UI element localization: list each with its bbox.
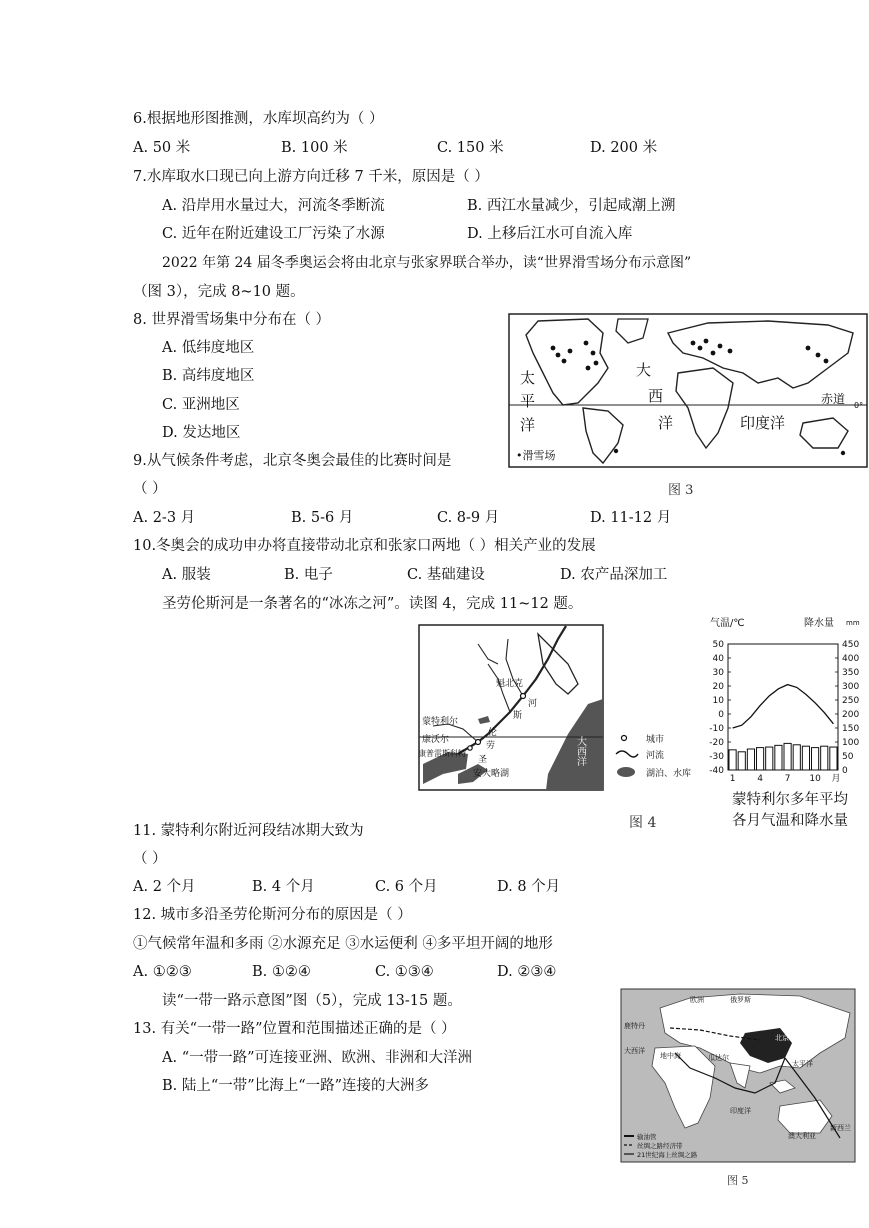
figure-4-climate-chart	[700, 612, 869, 832]
label-atlantic-2: 西	[648, 387, 664, 405]
label-new-zealand: 新西兰	[830, 1124, 851, 1132]
intro-8-10-line1: 2022 年第 24 届冬季奥运会将由北京与张家界联合举办，读“世界滑雪场分布示意图”	[162, 255, 692, 271]
month-tick-label: 7	[784, 774, 791, 784]
climate-precip-axis-label: 降水量	[804, 618, 834, 629]
label-pacific-3: 洋	[520, 416, 536, 434]
q13-stem: 13. 有关“一带一路”位置和范围描述正确的是（ ）	[133, 1021, 456, 1037]
label-quebec: 魁北克	[496, 679, 524, 689]
q10-option-d: D. 农产品深加工	[560, 567, 668, 583]
figure-5-caption: 图 5	[727, 1174, 749, 1187]
q9-paren: （ ）	[133, 481, 167, 497]
q6-option-b: B. 100 米	[281, 140, 348, 156]
q11-stem: 11. 蒙特利尔附近河段结冰期大致为	[133, 823, 364, 839]
q12-stem: 12. 城市多沿圣劳伦斯河分布的原因是（ ）	[133, 907, 412, 923]
precip-bar	[784, 743, 791, 770]
precip-tick-label: 0	[842, 766, 848, 776]
figure-3-world-ski-map	[508, 313, 868, 468]
q9-option-b: B. 5-6 月	[291, 510, 354, 526]
q12-option-c: C. ①③④	[375, 964, 434, 980]
figure-3-caption: 图 3	[668, 483, 694, 498]
label-si: 斯	[513, 711, 523, 721]
legend-ski-resort: •滑雪场	[516, 449, 556, 462]
q9-option-c: C. 8-9 月	[437, 510, 500, 526]
label-australia: 澳大利亚	[788, 1132, 816, 1140]
label-lun: 伦	[488, 728, 498, 738]
q6-option-a: A. 50 米	[133, 140, 191, 156]
month-tick-label: 1	[729, 774, 736, 784]
intro-13-15: 读“一带一路示意图”图（5），完成 13-15 题。	[162, 993, 462, 1009]
precip-bar	[821, 746, 828, 770]
legend-city: 城市	[646, 735, 665, 745]
precip-tick-label: 200	[842, 710, 860, 720]
precip-tick-label: 350	[842, 668, 860, 678]
legend-oil-pipeline: 输油管	[637, 1133, 657, 1141]
legend-lake: 湖泊、水库	[646, 769, 692, 779]
label-russia: 俄罗斯	[730, 996, 751, 1004]
precip-tick-label: 250	[842, 696, 860, 706]
precip-tick-label: 100	[842, 738, 860, 748]
label-pacific: 太平洋	[792, 1060, 813, 1068]
label-kingston: 康沃尔	[422, 735, 450, 745]
label-lao: 劳	[486, 741, 496, 751]
precip-tick-label: 450	[842, 640, 860, 650]
label-equator: 赤道	[821, 392, 846, 406]
precip-bar	[775, 745, 782, 770]
q11-option-c: C. 6 个月	[375, 879, 438, 895]
q9-option-d: D. 11-12 月	[590, 510, 672, 526]
q9-stem: 9.从气候条件考虑，北京冬奥会最佳的比赛时间是	[133, 453, 452, 469]
q10-option-c: C. 基础建设	[407, 567, 485, 583]
intro-11-12: 圣劳伦斯河是一条著名的“冰冻之河”。读图 4，完成 11~12 题。	[162, 596, 583, 612]
q12-option-b: B. ①②④	[252, 964, 311, 980]
q9-option-a: A. 2-3 月	[133, 510, 196, 526]
precip-bar	[738, 752, 745, 770]
temp-tick-label: 0	[718, 710, 724, 720]
precip-tick-label: 300	[842, 682, 860, 692]
label-indian-ocean: 印度洋	[740, 414, 786, 432]
legend-maritime-silk-road: 21世纪海上丝绸之路	[637, 1151, 698, 1159]
label-he: 河	[528, 699, 538, 709]
precip-bar	[747, 749, 754, 770]
precip-tick-label: 150	[842, 724, 860, 734]
label-sheng: 圣	[478, 755, 488, 765]
climate-title-line2: 各月气温和降水量	[732, 813, 848, 829]
temp-tick-label: 20	[712, 682, 724, 692]
month-tick-label: 4	[757, 774, 763, 784]
q12-option-d: D. ②③④	[497, 964, 557, 980]
q6-option-c: C. 150 米	[437, 140, 504, 156]
label-ontario: 安大略湖	[473, 769, 510, 779]
temp-tick-label: -10	[709, 724, 724, 734]
temp-tick-label: 30	[712, 668, 724, 678]
q11-option-a: A. 2 个月	[133, 879, 196, 895]
q8-option-c: C. 亚洲地区	[162, 397, 240, 413]
q7-option-d: D. 上移后江水可自流入库	[467, 226, 633, 242]
q11-option-d: D. 8 个月	[497, 879, 561, 895]
climate-mm-unit: mm	[846, 619, 860, 627]
figure-5-belt-road-map	[620, 988, 856, 1163]
precip-bar	[793, 745, 800, 770]
temp-tick-label: -40	[709, 766, 724, 776]
q8-option-d: D. 发达地区	[162, 425, 241, 441]
q10-option-a: A. 服装	[162, 567, 211, 583]
climate-title-line1: 蒙特利尔多年平均	[732, 792, 848, 808]
precip-bar	[766, 747, 773, 770]
temp-tick-label: 40	[712, 654, 724, 664]
q8-stem: 8. 世界滑雪场集中分布在（ ）	[133, 312, 331, 328]
q12-reasons: ①气候常年温和多雨 ②水源充足 ③水运便利 ④多平坦开阔的地形	[133, 936, 553, 952]
temp-tick-label: -30	[709, 752, 724, 762]
intro-8-10-line2: （图 3），完成 8~10 题。	[133, 284, 305, 300]
label-europe: 欧洲	[690, 996, 704, 1004]
label-atlantic-1: 大	[636, 361, 652, 379]
q11-paren: （ ）	[133, 851, 167, 867]
q7-stem: 7.水库取水口现已向上游方向迁移 7 千米，原因是（ ）	[133, 169, 489, 185]
q7-option-c: C. 近年在附近建设工厂污染了水源	[162, 226, 385, 242]
label-zero-deg: 0°	[854, 401, 864, 410]
precip-tick-label: 50	[842, 752, 854, 762]
temp-tick-label: -20	[709, 738, 724, 748]
label-atlantic-3: 洋	[658, 414, 674, 432]
month-tick-label: 月	[831, 774, 841, 784]
label-atlantic-ocean: 大西洋	[574, 736, 586, 766]
precip-bar	[757, 748, 764, 770]
q7-option-b: B. 西江水量减少，引起咸潮上溯	[467, 198, 676, 214]
q8-option-b: B. 高纬度地区	[162, 368, 255, 384]
q10-option-b: B. 电子	[284, 567, 333, 583]
label-pacific-2: 平	[520, 392, 536, 410]
q12-option-a: A. ①②③	[133, 964, 192, 980]
q13-option-b: B. 陆上“一带”比海上“一路”连接的大洲多	[162, 1078, 430, 1094]
temp-tick-label: 50	[712, 640, 724, 650]
label-cornwall: 康普雷斯科特	[418, 749, 466, 758]
figure-4-st-lawrence-map	[418, 624, 604, 791]
q8-option-a: A. 低纬度地区	[162, 340, 255, 356]
label-beijing: 北京	[775, 1034, 789, 1042]
q13-option-a: A. “一带一路”可连接亚洲、欧洲、非洲和大洋洲	[162, 1050, 473, 1066]
q11-option-b: B. 4 个月	[252, 879, 315, 895]
legend-silk-road-belt: 丝绸之路经济带	[637, 1142, 683, 1150]
figure-4-caption: 图 4	[629, 815, 657, 831]
precip-bar	[812, 748, 819, 770]
q7-option-a: A. 沿岸用水量过大，河流冬季断流	[162, 198, 385, 214]
climate-temp-axis-label: 气温/℃	[710, 618, 745, 629]
legend-river: 河流	[646, 751, 665, 761]
precip-bar	[802, 746, 809, 770]
month-tick-label: 10	[809, 774, 821, 784]
precip-tick-label: 400	[842, 654, 860, 664]
label-indian: 印度洋	[730, 1107, 751, 1115]
label-rotterdam: 鹿特丹	[624, 1022, 645, 1030]
precip-bar	[729, 750, 736, 770]
label-montreal: 蒙特利尔	[422, 717, 459, 727]
q6-stem: 6.根据地形图推测，水库坝高约为（ ）	[133, 111, 384, 127]
label-gwadar: 瓜达尔	[708, 1054, 729, 1062]
precip-bar	[830, 747, 837, 770]
label-atlantic: 大西洋	[624, 1047, 645, 1055]
label-pacific-1: 太	[520, 369, 536, 387]
q10-stem: 10.冬奥会的成功申办将直接带动北京和张家口两地（ ）相关产业的发展	[133, 538, 596, 554]
q6-option-d: D. 200 米	[590, 140, 658, 156]
figure-4-legend	[612, 730, 698, 790]
temp-tick-label: 10	[712, 696, 724, 706]
temperature-curve	[733, 685, 834, 728]
label-mediterranean: 地中海	[660, 1052, 681, 1060]
